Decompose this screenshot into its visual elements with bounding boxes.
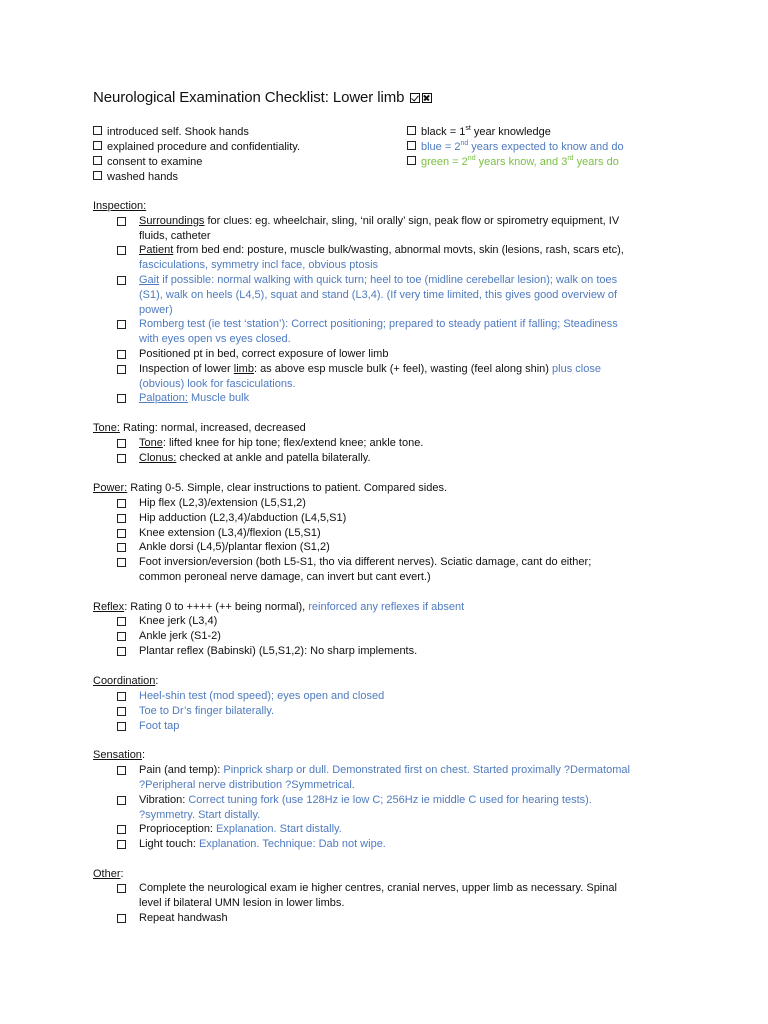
checkbox-icon[interactable] (117, 365, 126, 374)
intro-item[interactable]: consent to examine (93, 155, 300, 170)
checkbox-icon[interactable] (117, 394, 126, 403)
checkbox-icon[interactable] (117, 454, 126, 463)
checkbox-icon[interactable] (117, 825, 126, 834)
checkbox-icon[interactable] (117, 529, 126, 538)
checkbox-icon[interactable] (117, 276, 126, 285)
page-title (93, 88, 432, 108)
checkbox-icon[interactable] (117, 722, 126, 731)
checkbox-icon[interactable] (117, 707, 126, 716)
checkbox-icon[interactable] (93, 171, 102, 180)
legend-green: green = 2nd years know, and 3rd years do (407, 155, 624, 170)
intro-list (93, 125, 300, 185)
checkbox-icon[interactable] (117, 543, 126, 552)
title-text: Neurological Examination Checklist: Lower limb (93, 89, 405, 106)
checkbox-icon[interactable] (117, 632, 126, 641)
checkbox-icon[interactable] (93, 126, 102, 135)
document-page: Neurological Examination Checklist: Lower limb introduced self. Shook hands explained procedure and confidentiality. consent to examine washed hands black = 1st year knowledge blue = 2nd years expected to know and do green = 2nd years know, and 3rd years do Inspection: Surroundings for clues: eg. wheelchair, sling, ‘nil orally’ sign, peak flow or spirometry equipment, IV fluids, catheter Patient from bed end: posture, muscle bulk/wasting, abnormal movts, skin (lesions, rash, scars etc), fasciculations, symmetry incl face, obvious ptosis Gait if possible: normal walking with quick turn; heel to toe (midline cerebellar lesion); walk on toes (S1), walk on heels (L4,5), squat and stand (L3,4). (If very time limited, this gives good overview of power) Romberg test (ie test ‘station’): Correct positioning; prepared to steady patient if falling; Steadiness with eyes open vs eyes closed. Positioned pt in bed, correct exposure of lower limb Inspection of lower limb: as above esp muscle bulk (+ feel), wasting (feel along shin) plus close (obvious) look for fasciculations. Palpation: Muscle bulk Tone: Rating: normal, increased, decreased Tone: lifted knee for hip tone; flex/extend knee; ankle tone. Clonus: checked at ankle and patella bilaterally. Power: Rating 0-5. Simple, clear instructions to patient. Compared sides. Hip flex (L2,3)/extension (L5,S1,2) Hip adduction (L2,3,4)/abduction (L4,5,S1) Knee extension (L3,4)/flexion (L5,S1) Ankle dorsi (L4,5)/plantar flexion (S1,2) Foot inversion/eversion (both L5-S1, tho via different nerves). Sciatic damage, cant do either; common peroneal nerve damage, can invert but cant evert.) Reflex: Rating 0 to ++++ (++ being normal), reinforced any reflexes if absent Knee jerk (L3,4) Ankle jerk (S1-2) Plantar reflex (Babinski) (L5,S1,2): No sharp implements. Coordination: Heel-shin test (mod speed); eyes open and closed Toe to Dr’s finger bilaterally. Foot tap Sensation: Pain (and temp): Pinprick sharp or dull. Demonstrated first on chest. Started proximally ?Dermatomal ?Peripheral nerve distribution ?Symmetrical. Vibration: Correct tuning fork (use 128Hz ie low C; 256Hz ie middle C used for hearing tests). ?symmetry. Start distally. Proprioception: Explanation. Start distally. Light touch: Explanation. Technique: Dab not wipe. Other: Complete the neurological exam ie higher centres, cranial nerves, upper limb as necessary. Spinal level if bilateral UMN lesion in lower limbs. Repeat handwash (93, 89, 630, 924)
checkbox-icon[interactable] (407, 126, 416, 135)
checkbox-icon[interactable] (117, 692, 126, 701)
section-heading-power: Power: Rating 0-5. Simple, clear instructions to patient. Compared sides. (93, 482, 448, 494)
checkbox-icon[interactable] (117, 617, 126, 626)
section-heading-tone: Tone: Rating: normal, increased, decreased (93, 422, 306, 434)
checkbox-icon[interactable] (117, 914, 126, 923)
checkbox-icon[interactable] (117, 499, 126, 508)
checkbox-icon[interactable] (407, 141, 416, 150)
crossed-box-icon (422, 93, 432, 103)
checkbox-icon[interactable] (117, 840, 126, 849)
intro-item[interactable]: explained procedure and confidentiality. (93, 140, 300, 155)
checkbox-icon[interactable] (93, 156, 102, 165)
section-heading-sensation: Sensation: (93, 749, 145, 761)
checkbox-icon[interactable] (117, 514, 126, 523)
section-heading-other: Other: (93, 868, 124, 880)
intro-item[interactable]: washed hands (93, 170, 300, 185)
checkbox-icon[interactable] (117, 647, 126, 656)
checkbox-icon[interactable] (117, 246, 126, 255)
checkbox-icon[interactable] (117, 558, 126, 567)
checkbox-icon[interactable] (117, 320, 126, 329)
checkbox-icon[interactable] (407, 156, 416, 165)
color-legend (407, 125, 624, 170)
section-heading-reflex: Reflex: Rating 0 to ++++ (++ being normal), reinforced any reflexes if absent (93, 601, 465, 613)
checked-box-icon (410, 93, 420, 103)
section-heading-coordination: Coordination: (93, 675, 159, 687)
checkbox-icon[interactable] (117, 884, 126, 893)
intro-item[interactable]: introduced self. Shook hands (93, 125, 300, 140)
checkbox-icon[interactable] (117, 796, 126, 805)
legend-black: black = 1st year knowledge (407, 125, 624, 140)
section-heading-inspection: Inspection: (93, 200, 147, 212)
checkbox-icon[interactable] (117, 350, 126, 359)
checkbox-icon[interactable] (117, 217, 126, 226)
legend-blue: blue = 2nd years expected to know and do (407, 140, 624, 155)
checkbox-icon[interactable] (117, 439, 126, 448)
checkbox-icon[interactable] (93, 141, 102, 150)
checkbox-icon[interactable] (117, 766, 126, 775)
